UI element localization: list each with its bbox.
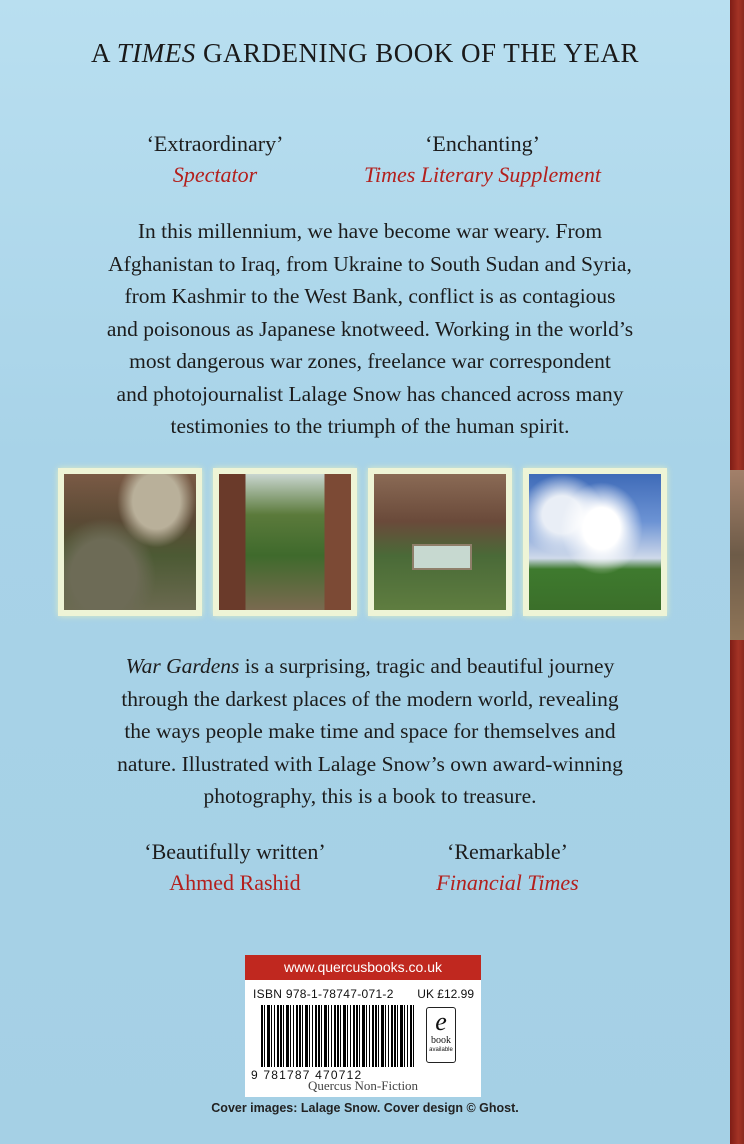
quote-text: ‘Beautifully written’ [144, 839, 326, 864]
cover-credits: Cover images: Lalage Snow. Cover design © Ghost. [211, 1101, 519, 1115]
quote-remarkable [385, 836, 630, 898]
photo-doorway-garden [213, 468, 357, 616]
headline-emphasis: TIMES [116, 38, 196, 68]
blurb-paragraph [50, 215, 690, 443]
isbn-text: ISBN 978-1-78747-071-2 [253, 987, 394, 1001]
description-line: nature. Illustrated with Lalage Snow’s own award-winning [117, 751, 623, 776]
quote-text: ‘Enchanting’ [425, 131, 540, 156]
quote-source: Spectator [172, 162, 258, 187]
headline-suffix: GARDENING BOOK OF THE YEAR [195, 38, 639, 68]
imprint-label: Quercus Non-Fiction [307, 1078, 419, 1093]
photo-courtyard-pool [368, 468, 512, 616]
publisher-url: www.quercusbooks.co.uk [245, 955, 481, 980]
quote-text: ‘Extraordinary’ [146, 131, 284, 156]
photo-sky-field [523, 468, 667, 616]
description-first-line: is a surprising, tragic and beautiful journey [239, 654, 615, 678]
photo-strip [58, 468, 668, 616]
blurb-line: most dangerous war zones, freelance war correspondent [129, 349, 611, 373]
headline [0, 38, 730, 69]
description-line: through the darkest places of the modern world, revealing [121, 686, 619, 711]
quote-source: Times Literary Supplement [363, 162, 602, 187]
blurb-line: from Kashmir to the West Bank, conflict is as contagious [124, 284, 616, 308]
quote-text: ‘Remarkable’ [447, 839, 568, 864]
barcode-panel [245, 955, 481, 1097]
price-text: UK £12.99 [417, 987, 474, 1001]
ebook-available-icon [426, 1007, 456, 1063]
ebook-word: book [431, 1035, 451, 1046]
ebook-note: available [429, 1047, 453, 1053]
headline-prefix: A [90, 38, 117, 68]
description-paragraph [50, 650, 690, 813]
book-title: War Gardens [125, 654, 240, 678]
blurb-line: and photojournalist Lalage Snow has chanced across many [116, 381, 624, 406]
description-line: photography, this is a book to treasure. [203, 784, 537, 808]
barcode-bars [261, 1005, 414, 1067]
description-line [50, 650, 690, 683]
quote-source: Ahmed Rashid [169, 870, 301, 895]
blurb-line: In this millennium, we have become war weary. From [137, 219, 603, 243]
blurb-line: and poisonous as Japanese knotweed. Working in the world’s [106, 316, 634, 341]
blurb-line: Afghanistan to Iraq, from Ukraine to South Sudan and Syria, [108, 251, 632, 276]
description-line: the ways people make time and space for themselves and [124, 719, 616, 743]
quote-enchanting [325, 128, 640, 190]
quote-extraordinary [90, 128, 340, 190]
photo-garden-ruins [58, 468, 202, 616]
quote-source: Financial Times [436, 870, 579, 895]
spine-edge [730, 0, 744, 1144]
ebook-letter: e [435, 1007, 447, 1036]
blurb-line: testimonies to the triumph of the human spirit. [170, 414, 570, 438]
quote-beautifully-written [110, 836, 360, 898]
barcode-digits: 9 781787 470712 [251, 1068, 363, 1082]
